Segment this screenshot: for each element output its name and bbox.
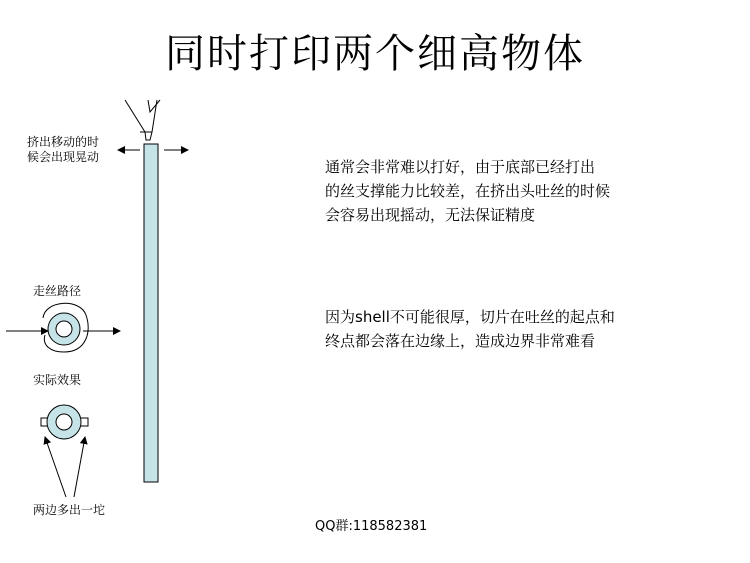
effect-label: 实际效果: [33, 373, 82, 387]
paragraph-shell: 因为shell不可能很厚，切片在吐丝的起点和 终点都会落在边缘上，造成边界非常难看: [325, 308, 615, 350]
actual-effect-ring: [41, 405, 88, 439]
qq-group-footer: QQ群:118582381: [315, 519, 428, 534]
wobble-label: 挤出移动的时 候会出现晃动: [27, 135, 100, 164]
paragraph-wobble: 通常会非常难以打好，由于底部已经打出 的丝支撑能力比较差，在挤出头吐丝的时候 会容易出现摇动，无法保证精度: [325, 158, 611, 224]
blob-arrow-left: [45, 437, 66, 497]
blob-arrow-right: [74, 437, 85, 497]
slide-title: 同时打印两个细高物体: [165, 31, 585, 77]
path-label: 走丝路径: [33, 284, 82, 298]
nozzle-shape: [125, 100, 160, 140]
tall-pillar: [144, 144, 158, 482]
toolpath-ring: [6, 303, 120, 352]
blob-label: 两边多出一坨: [33, 503, 106, 517]
